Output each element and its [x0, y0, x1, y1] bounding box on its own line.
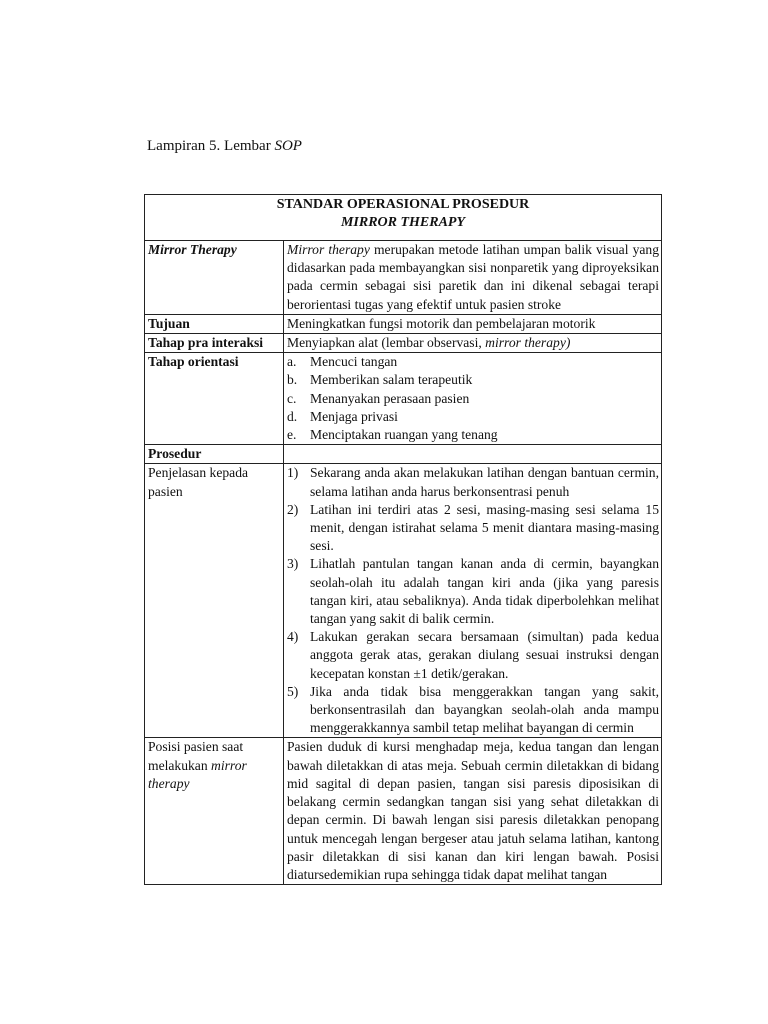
- posisi-text: Pasien duduk di kursi menghadap meja, kedua tangan dan lengan bawah diletakkan di atas meja. Sebuah cermin diletakkan di bidang mid sagital di depan pasien, tangan sisi paresis diposisikan di belakang cermin sedangkan tangan sisi yang sehat diletakkan di depan cermin. Di bawah lengan sisi paresis diletakkan penopang untuk mencegah lengan bergeser atau jatuh selama latihan, kantong pasir diletakkan di sisi kanan dan kiri lengan bawah. Posisi diatursedemikian rupa sehingga tidak dapat melihat tangan: [284, 738, 662, 885]
- table-header-row: [145, 195, 662, 241]
- list-item: [287, 353, 659, 371]
- pra-interaksi-emphasis: mirror therapy): [485, 335, 571, 351]
- list-marker: b.: [287, 372, 298, 388]
- list-marker: a.: [287, 354, 297, 370]
- orientasi-list-cell: [284, 353, 662, 445]
- label-pra-interaksi: Tahap pra interaksi: [145, 334, 284, 353]
- list-item: [287, 408, 659, 426]
- row-pra-interaksi: [145, 334, 662, 353]
- list-item-text: Menjaga privasi: [310, 408, 398, 424]
- list-marker: 4): [287, 629, 299, 645]
- list-item-text: Mencuci tangan: [310, 354, 398, 370]
- list-item: [287, 628, 659, 683]
- row-definition: [145, 241, 662, 315]
- list-marker: 1): [287, 465, 299, 481]
- penjelasan-list: [287, 464, 659, 737]
- list-item-text: Latihan ini terdiri atas 2 sesi, masing-masing sesi selama 15 menit, dengan istirahat selama 5 menit diantara masing-masing sesi.: [310, 501, 659, 554]
- list-item-text: Lakukan gerakan secara bersamaan (simultan) pada kedua anggota gerak atas, gerakan diulang sesuai instruksi dengan kecepatan konstan ±1 detik/gerakan.: [310, 629, 659, 681]
- appendix-caption: [147, 138, 302, 155]
- definition-body: merupakan metode latihan umpan balik visual yang didasarkan pada membayangkan sisi nonparetik yang diproyeksikan pada cermin sebagai sisi paretik dan ini dikenal sebagai terapi berorientasi tugas yang efektif untuk pasien stroke: [287, 242, 659, 312]
- row-prosedur: [145, 445, 662, 464]
- table-header: [145, 195, 662, 241]
- prosedur-empty-cell: [284, 445, 662, 464]
- sop-subtitle: MIRROR THERAPY: [340, 215, 466, 230]
- label-penjelasan: Penjelasan kepada pasien: [145, 464, 284, 738]
- list-item-text: Sekarang anda akan melakukan latihan dengan bantuan cermin, selama latihan anda harus berkonsentrasi penuh: [310, 465, 659, 499]
- label-posisi-text: Posisi pasien saat melakukan: [148, 739, 244, 773]
- list-item: [287, 501, 659, 556]
- list-item-text: Menciptakan ruangan yang tenang: [310, 427, 498, 443]
- label-orientasi: Tahap orientasi: [145, 353, 284, 445]
- list-item-text: Jika anda tidak bisa menggerakkan tangan yang sakit, berkonsentrasilah dan bayangkan seolah-olah anda mampu menggerakkannya sambil tetap melihat bayangan di cermin: [310, 683, 659, 736]
- label-mirror-therapy: Mirror Therapy: [145, 241, 284, 315]
- list-marker: 2): [287, 501, 299, 517]
- definition-text: [284, 241, 662, 315]
- list-item: [287, 426, 659, 444]
- list-marker: 3): [287, 556, 299, 572]
- definition-lead: Mirror therapy: [287, 242, 370, 257]
- list-item: [287, 683, 659, 738]
- pra-interaksi-text: [284, 334, 662, 353]
- row-tujuan: [145, 314, 662, 333]
- label-tujuan: Tujuan: [145, 314, 284, 333]
- orientasi-list: [287, 353, 659, 444]
- label-posisi-emphasis: mirror therapy: [148, 757, 247, 791]
- label-posisi: [145, 738, 284, 885]
- row-posisi: [145, 738, 662, 885]
- penjelasan-list-cell: [284, 464, 662, 738]
- list-marker: c.: [287, 390, 297, 406]
- pra-interaksi-body: Menyiapkan alat (lembar observasi,: [287, 335, 486, 351]
- row-orientasi: [145, 353, 662, 445]
- tujuan-text: Meningkatkan fungsi motorik dan pembelajaran motorik: [284, 314, 662, 333]
- list-item-text: Memberikan salam terapeutik: [310, 372, 473, 388]
- list-marker: d.: [287, 408, 298, 424]
- list-item-text: Menanyakan perasaan pasien: [310, 390, 470, 406]
- list-item: [287, 390, 659, 408]
- list-item: [287, 371, 659, 389]
- list-item: [287, 555, 659, 628]
- list-marker: 5): [287, 683, 299, 699]
- sop-title: STANDAR OPERASIONAL PROSEDUR: [276, 197, 530, 212]
- row-penjelasan: [145, 464, 662, 738]
- label-prosedur: Prosedur: [145, 445, 284, 464]
- sop-table: [144, 194, 662, 885]
- list-item: [287, 464, 659, 500]
- list-item-text: Lihatlah pantulan tangan kanan anda di cermin, bayangkan seolah-olah itu adalah tangan kiri anda (jika yang paresis tangan kiri, atau sebaliknya). Anda tidak diperbolehkan melihat tangan yang sakit di balik cermin.: [310, 556, 659, 627]
- caption-emphasis: SOP: [274, 138, 302, 154]
- list-marker: e.: [287, 427, 297, 443]
- caption-text: Lampiran 5. Lembar: [147, 138, 275, 154]
